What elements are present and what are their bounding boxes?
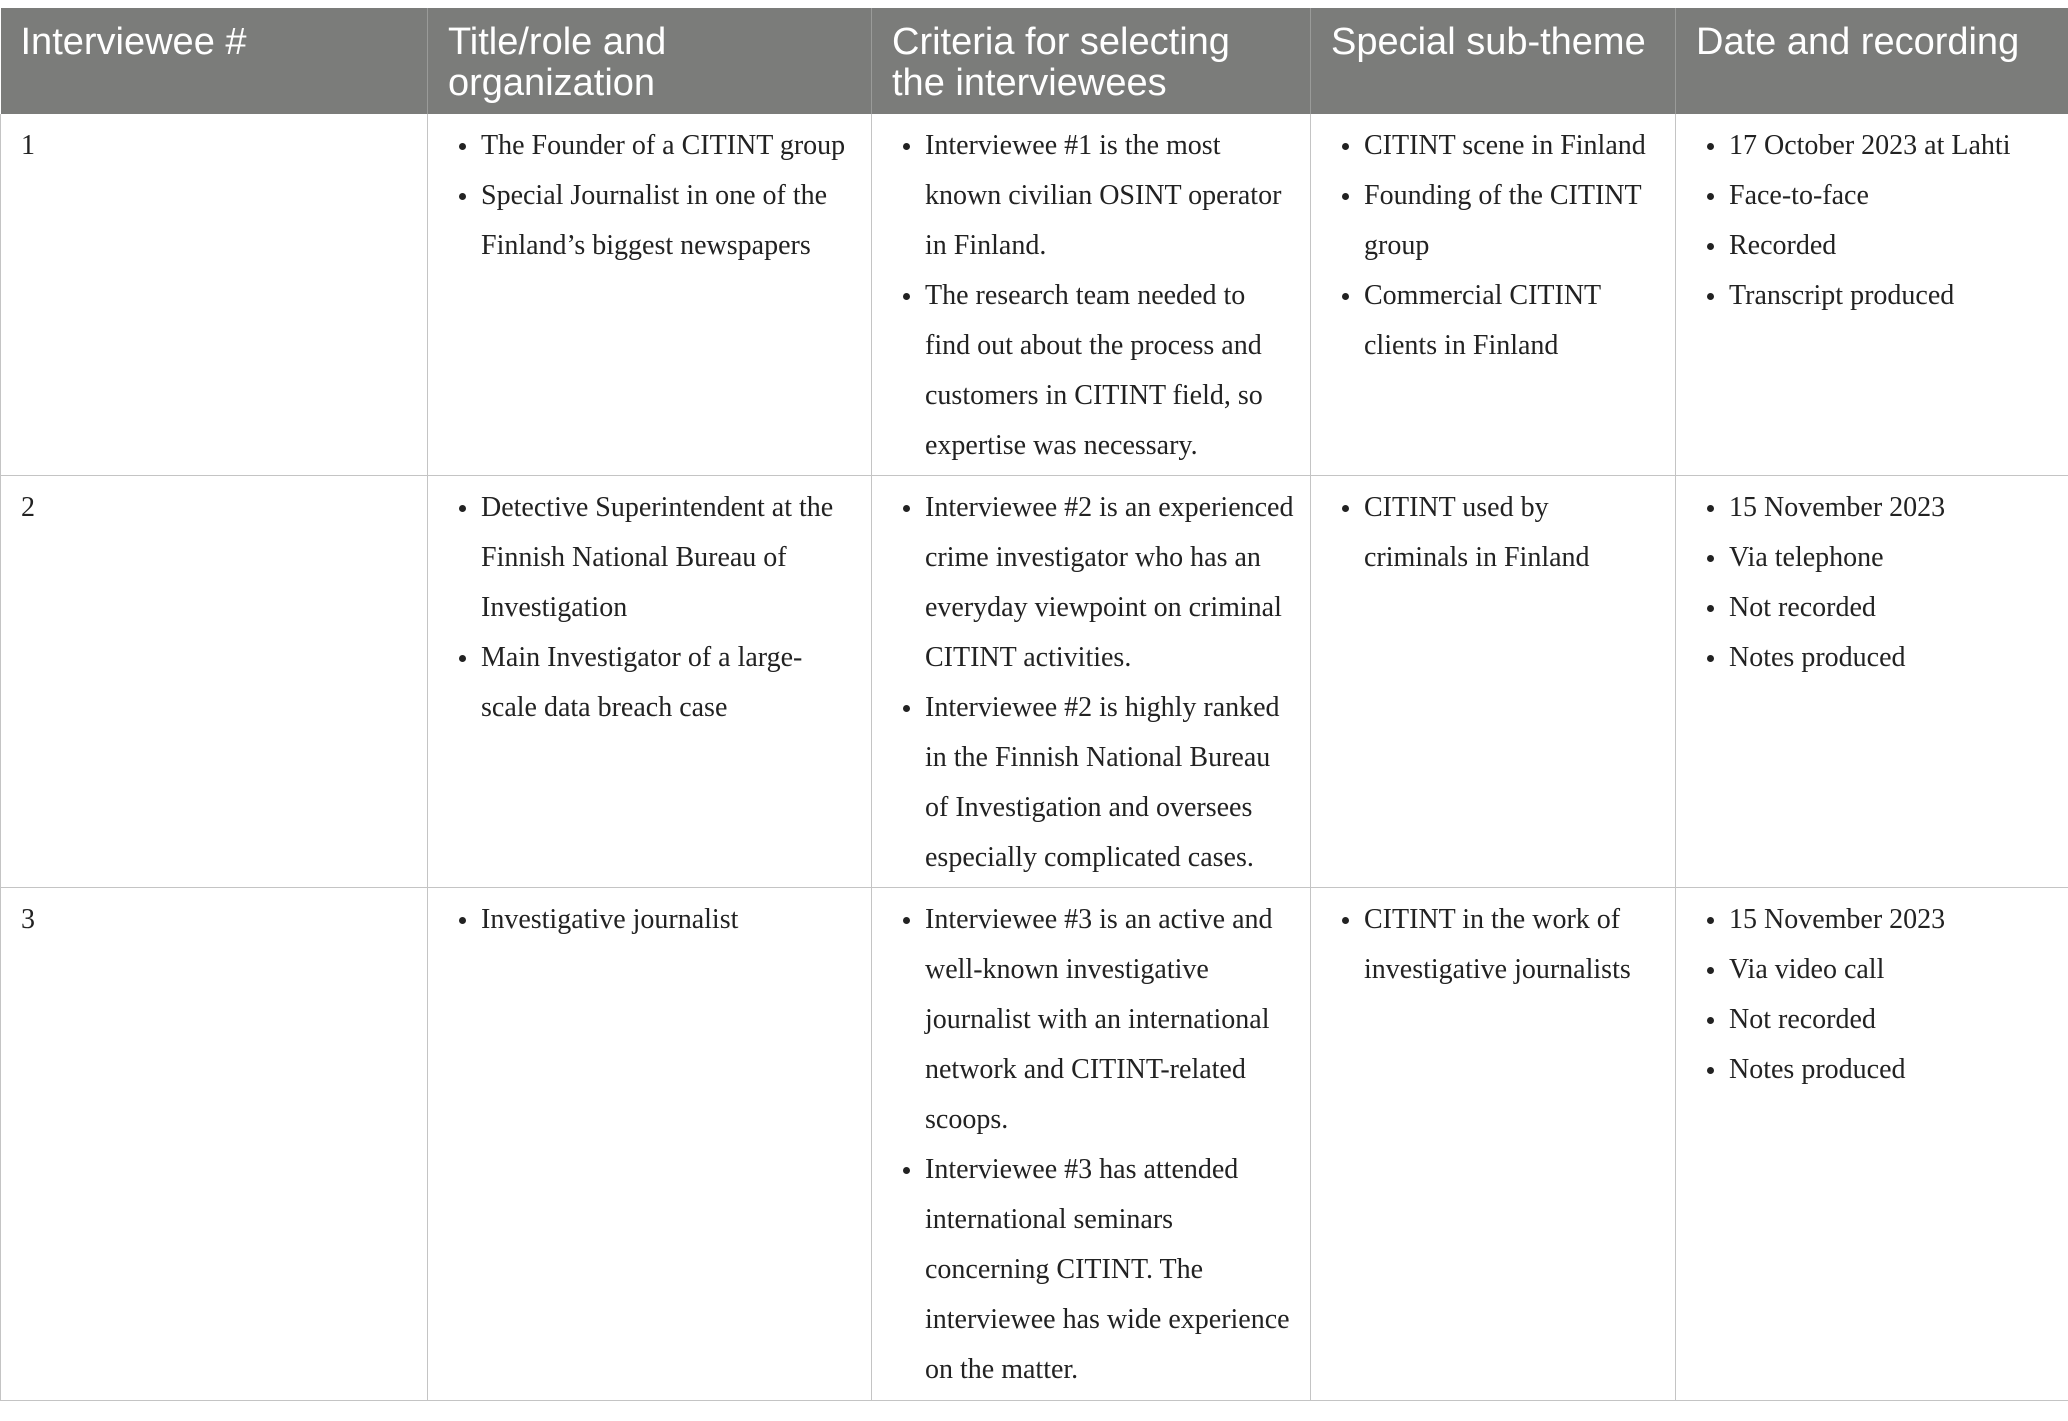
list-item: Recorded [1729,221,2052,271]
list-item: Special Journalist in one of the Finland’s biggest newspapers [481,171,855,271]
bullet-list [448,895,855,945]
list-item: Notes produced [1729,1045,2052,1095]
cell-criteria [872,476,1311,888]
list-item: Notes produced [1729,633,2052,683]
list-item: Interviewee #3 is an active and well-known investigative journalist with an international network and CITINT-related scoops. [925,895,1294,1145]
cell-date-recording [1676,888,2068,1401]
list-item: 15 November 2023 [1729,895,2052,945]
table-row [1,888,2068,1401]
cell-criteria [872,114,1311,476]
list-item: Not recorded [1729,583,2052,633]
bullet-list [1696,895,2052,1095]
list-item: Founding of the CITINT group [1364,171,1659,271]
list-item: Investigative journalist [481,895,855,945]
list-item: Not recorded [1729,995,2052,1045]
cell-date-recording [1676,114,2068,476]
list-item: CITINT scene in Finland [1364,121,1659,171]
list-item: Commercial CITINT clients in Finland [1364,271,1659,371]
cell-interviewee-number: 2 [1,476,428,888]
bullet-list [1331,895,1659,995]
list-item: The research team needed to find out about the process and customers in CITINT field, so expertise was necessary. [925,271,1294,471]
list-item: Detective Superintendent at the Finnish National Bureau of Investigation [481,483,855,633]
interviewee-table-container [0,8,2068,1401]
bullet-list [892,895,1294,1395]
cell-criteria [872,888,1311,1401]
cell-interviewee-number: 3 [1,888,428,1401]
list-item: Interviewee #2 is an experienced crime investigator who has an everyday viewpoint on criminal CITINT activities. [925,483,1294,683]
table-header [1,8,2068,114]
header-criteria: Criteria for selecting the interviewees [872,8,1311,114]
bullet-list [1696,483,2052,683]
bullet-list [892,483,1294,883]
header-interviewee-number: Interviewee # [1,8,428,114]
list-item: CITINT used by criminals in Finland [1364,483,1659,583]
list-item: Transcript produced [1729,271,2052,321]
list-item: Interviewee #2 is highly ranked in the Finnish National Bureau of Investigation and oversees especially complicated cases. [925,683,1294,883]
cell-title-role [428,476,872,888]
bullet-list [892,121,1294,471]
cell-title-role [428,114,872,476]
bullet-list [448,121,855,271]
table-body [1,114,2068,1401]
list-item: Interviewee #1 is the most known civilian OSINT operator in Finland. [925,121,1294,271]
list-item: CITINT in the work of investigative journalists [1364,895,1659,995]
cell-sub-theme [1311,114,1676,476]
list-item: Via telephone [1729,533,2052,583]
header-date-recording: Date and recording [1676,8,2068,114]
cell-title-role [428,888,872,1401]
list-item: Main Investigator of a large-scale data breach case [481,633,855,733]
bullet-list [1696,121,2052,321]
cell-interviewee-number: 1 [1,114,428,476]
list-item: 15 November 2023 [1729,483,2052,533]
list-item: The Founder of a CITINT group [481,121,855,171]
list-item: 17 October 2023 at Lahti [1729,121,2052,171]
list-item: Face-to-face [1729,171,2052,221]
cell-sub-theme [1311,888,1676,1401]
bullet-list [1331,483,1659,583]
header-sub-theme: Special sub-theme [1311,8,1676,114]
header-title-role: Title/role and organization [428,8,872,114]
list-item: Interviewee #3 has attended international seminars concerning CITINT. The interviewee has wide experience on the matter. [925,1145,1294,1395]
table-row [1,476,2068,888]
cell-date-recording [1676,476,2068,888]
header-row [1,8,2068,114]
bullet-list [448,483,855,733]
list-item: Via video call [1729,945,2052,995]
table-row [1,114,2068,476]
bullet-list [1331,121,1659,371]
interviewee-table [0,8,2068,1401]
cell-sub-theme [1311,476,1676,888]
